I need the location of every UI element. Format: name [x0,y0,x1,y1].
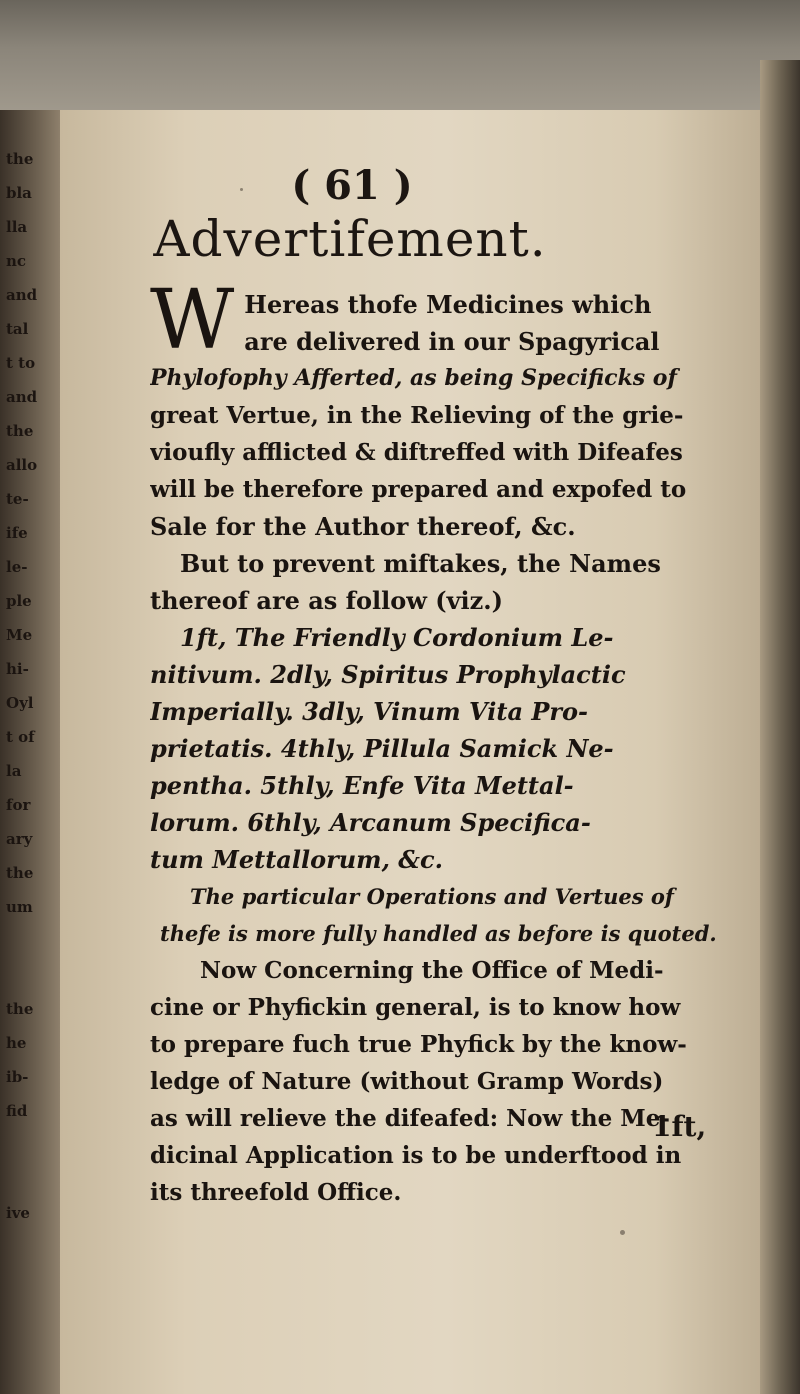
ink-speck [620,1230,625,1235]
left-fragment: lla [6,218,28,236]
left-fragment: te- [6,490,29,508]
text-line: cine or Phyfickin general, is to know how [150,994,681,1021]
text-line: Phylofophy Afferted, as being Specificks of [150,365,677,391]
page-number: ( 61 ) [291,162,413,209]
text-line: vioufly afflicted & diftreffed with Difeafes [150,439,683,466]
left-fragment: and [6,388,38,406]
text-line: to prepare fuch true Phyfick by the know- [150,1031,687,1058]
text-line: tum Mettallorum, &c. [150,845,443,874]
text-line: thereof are as follow (viz.) [150,586,503,615]
text-line: Sale for the Author thereof, &c. [150,512,576,541]
left-fragment: bla [6,184,32,202]
catchword: 1ft, [652,1110,707,1143]
advertisement-body [150,273,750,1211]
text-line: But to prevent miftakes, the Names [180,549,661,578]
left-fragment: ib- [6,1068,29,1086]
left-fragment: the [6,1000,34,1018]
text-line: thefe is more fully handled as before is quoted. [160,921,717,946]
left-fragment: ple [6,592,32,610]
text-line: The particular Operations and Vertues of [190,884,674,909]
left-fragment: the [6,864,34,882]
text-line: ledge of Nature (without Gramp Words) [150,1068,664,1095]
left-fragment: and [6,286,38,304]
left-fragment: um [6,898,33,916]
left-fragment: t to [6,354,36,372]
page-title: Advertifement. [153,210,547,268]
drop-cap: W [150,273,235,368]
text-line: prietatis. 4thly, Pillula Samick Ne- [150,734,614,763]
text-line: as will relieve the difeafed: Now the Me- [150,1105,670,1132]
left-fragment: le- [6,558,28,576]
text-line: great Vertue, in the Relieving of the grie- [150,402,684,429]
left-fragment: ive [6,1204,30,1222]
text-line: its threefold Office. [150,1179,402,1206]
text-line: Imperially. 3dly, Vinum Vita Pro- [150,697,589,726]
left-fragment: hi- [6,660,29,678]
previous-page-edge [0,110,60,1394]
left-fragment: allo [6,456,38,474]
text-line: lorum. 6thly, Arcanum Specifica- [150,808,591,837]
left-fragment: tal [6,320,29,338]
next-page-edge [760,60,800,1394]
left-fragment: ife [6,524,28,542]
text-line: Hereas thofe Medicines which [244,290,652,319]
ink-speck [480,310,484,314]
left-fragment: he [6,1034,27,1052]
left-fragment: t of [6,728,35,746]
left-fragment: the [6,422,34,440]
text-line: nitivum. 2dly, Spiritus Prophylactic [150,660,626,689]
book-page [60,110,760,1394]
left-fragment: fid [6,1102,28,1120]
text-line: pentha. 5thly, Enfe Vita Mettal- [150,771,574,800]
text-line: are delivered in our Spagyrical [244,327,660,356]
text-line: Now Concerning the Office of Medi- [200,957,664,984]
ink-speck [240,188,243,191]
left-fragment: the [6,150,34,168]
text-line: 1ft, The Friendly Cordonium Le- [180,623,614,652]
book-top-edge [0,0,800,120]
text-line: dicinal Application is to be underftood in [150,1142,682,1169]
left-fragment: Oyl [6,694,34,712]
left-fragment: nc [6,252,27,270]
left-fragment: ary [6,830,33,848]
left-fragment: la [6,762,22,780]
text-line: will be therefore prepared and expofed to [150,476,687,503]
left-fragment: Me [6,626,33,644]
left-fragment: for [6,796,31,814]
